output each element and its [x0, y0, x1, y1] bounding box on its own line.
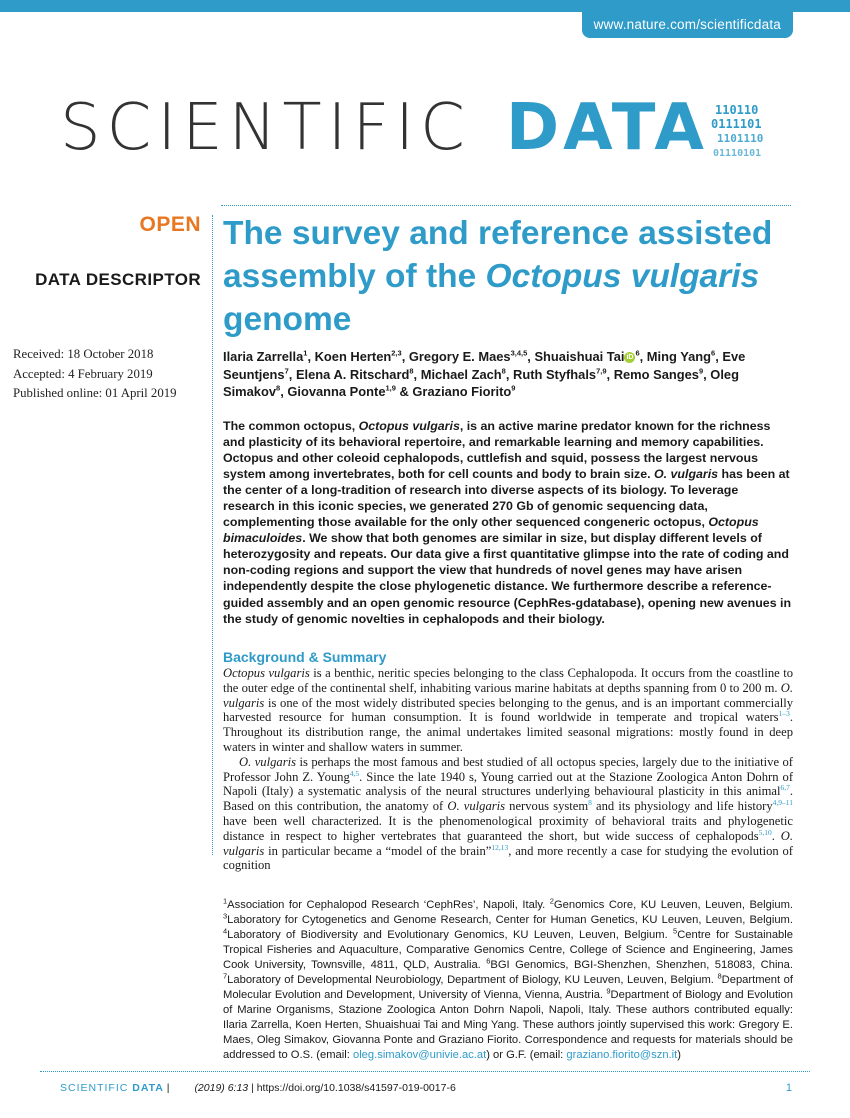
author-list: Ilaria Zarrella$^1$, Koen Herten$^{2,3}$, Gregory E. Maes$^{3,4,5}$, Shuaishuai Tai iD $^6$, Ming Yang$^6$, Eve Seuntjens$^7$, Elena A. Ritschard$^8$, Michael Zach$^8$, Ruth Styfhals$^{7,9}$, Remo Sanges$^9$, Oleg Simakov$^8$, Giovanna Ponte$^{1,9}$ & Graziano Fiorito$^9$ [223, 348, 746, 399]
title-species: Octopus vulgaris [485, 258, 760, 295]
accepted-date: Accepted: 4 February 2019 [13, 366, 153, 381]
column-divider [212, 215, 213, 855]
page-number: 1 [785, 1082, 792, 1094]
title-divider [221, 205, 791, 206]
open-access-label: OPEN [139, 213, 201, 236]
paragraph: O. vulgaris is perhaps the most famous and best studied of all octopus species, largely due to the initiative of Professor John Z. Young$^{4,5}$. Since the late 1940 s, Young carried out at the Stazione Zoologica Anton Dohrn of Napoli (Italy) a systematic analysis of the neural structures underlying behavioural plasticity in this animal$^{6,7}$. Based on this contribution, the anatomy of O. vulgaris nervous system$^8$ and its physiology and life history$^{4,9-11}$ have been well characterized. It is the phenomenological proximity of behavioral traits and phylogenetic distance in respect to higher vertebrates that guaranteed the short, but wide success of cephalopods$^{5,10}$. O. vulgaris in particular became a “model of the brain”$^{12,13}$, and more recently a case for studying the evolution of cognition [223, 754, 794, 873]
body-text [223, 666, 793, 873]
footer-separator: | [163, 1082, 173, 1094]
publication-dates [13, 345, 177, 404]
footer-citation [60, 1082, 456, 1094]
email-link[interactable]: oleg.simakov@univie.ac.at [352, 1048, 487, 1061]
binary-row: 110110 [715, 103, 759, 117]
binary-row: 01110101 [713, 148, 762, 159]
binary-logo-icon [695, 102, 795, 160]
published-date: Published online: 01 April 2019 [13, 386, 177, 400]
article-type-label: DATA DESCRIPTOR [35, 270, 201, 289]
footer-journal [60, 1082, 164, 1094]
journal-url[interactable]: www.nature.com/scientificdata [582, 12, 793, 38]
binary-row: 0111101 [711, 117, 762, 131]
title-text: The survey and reference assisted assembly of the [223, 215, 773, 295]
footer-journal-light: SCIENTIFIC [60, 1082, 133, 1094]
orcid-icon[interactable]: iD [626, 354, 634, 362]
footer-divider [40, 1071, 810, 1072]
received-date: Received: 18 October 2018 [13, 347, 154, 361]
section-heading: Background & Summary [223, 649, 387, 665]
email-link[interactable]: graziano.fiorito@szn.it [566, 1048, 678, 1061]
footer-doi[interactable]: | https://doi.org/10.1038/s41597-019-0017-6 [248, 1082, 456, 1094]
masthead-data: DATA [506, 91, 708, 165]
abstract: The common octopus, Octopus vulgaris, is an active marine predator known for the richness and plasticity of its behavioral repertoire, and remarkable learning and memory capabilities. Octopus and other coleoid cephalopods, cuttlefish and squid, possess the largest nervous system among invertebrates, both for cell counts and body to brain size. O. vulgaris has been at the center of a long-tradition of research into diverse aspects of its biology. To leverage research in this iconic species, we generated 270 Gb of genomic sequencing data, complementing those available for the only other sequenced congeneric octopus, Octopus bimaculoides. We show that both genomes are similar in size, but display different levels of heterozygosity and repeats. Our data give a first quantitative glimpse into the rate of coding and non-coding regions and support the view that hundreds of novel genes may have arisen independently despite the close phylogenetic distance. We furthermore describe a reference-guided assembly and an open genomic resource (CephRes-gdatabase), opening new avenues in the study of genomic novelties in cephalopods and their biology. [223, 419, 792, 626]
affiliations: $^1$Association for Cephalopod Research ‘CephRes’, Napoli, Italy. $^2$Genomics Core, KU Leuven, Leuven, Belgium. $^3$Laboratory for Cytogenetics and Genome Research, Center for Human Genetics, KU Leuven, Leuven, Belgium. $^4$Laboratory of Biodiversity and Evolutionary Genomics, KU Leuven, Leuven, Belgium. $^5$Centre for Sustainable Tropical Fisheries and Aquaculture, Comparative Genomics Centre, College of Science and Engineering, James Cook University, Townsville, 4811, QLD, Australia. $^6$BGI Genomics, BGI-Shenzhen, Shenzhen, 518083, China. $^7$Laboratory of Developmental Neurobiology, Department of Biology, KU Leuven, Leuven, Belgium. $^8$Department of Molecular Evolution and Development, University of Vienna, Vienna, Austria. $^9$Department of Biology and Evolution of Marine Organisms, Stazione Zoologica Anton Dohrn Napoli, Napoli, Italy. These authors contributed equally: Ilaria Zarrella, Koen Herten, Shuaishuai Tai and Ming Yang. These authors jointly supervised this work: Gregory E. Maes, Oleg Simakov, Giovanna Ponte and Graziano Fiorito. Correspondence and requests for materials should be addressed to O.S. (email: oleg.simakov@univie.ac.at) or G.F. (email: graziano.fiorito@szn.it) [223, 896, 794, 1061]
binary-row: 1101110 [717, 132, 764, 145]
title-text-end: genome [223, 301, 352, 338]
article-title [223, 212, 803, 341]
masthead-scientific: SCIENTIFIC [60, 91, 471, 165]
top-accent-bar [0, 0, 850, 12]
footer-journal-bold: DATA [132, 1082, 164, 1094]
footer-volume: (2019) 6:13 [194, 1082, 249, 1094]
paragraph: Octopus vulgaris is a benthic, neritic species belonging to the class Cephalopoda. It occurs from the coastline to the outer edge of the continental shelf, inhabiting various marine habitats at depths spanning from 0 to 200 m. O. vulgaris is one of the most widely distributed species belonging to the genus, and is an important commercially harvested resource for human consumption. It is found worldwide in temperate and tropical waters$^{1-3}$. Throughout its distribution range, the animal undertakes limited seasonal migrations: mostly found in deep waters in winter and shallow waters in summer. [223, 666, 793, 754]
